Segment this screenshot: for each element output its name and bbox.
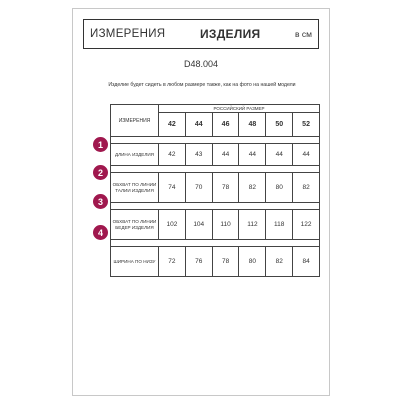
article-number: D48.004 (183, 59, 219, 69)
table-cell: 82 (239, 173, 266, 203)
table-cell: 112 (239, 210, 266, 240)
size-header: 42 (159, 113, 186, 137)
size-table (110, 104, 320, 277)
table-cell: 104 (185, 210, 212, 240)
table-cell: 82 (293, 173, 320, 203)
table-cell: 72 (159, 247, 186, 277)
fit-note: Изделие будет сидеть в любом размере также, как на фото на нашей модели (108, 82, 296, 88)
table-row (111, 144, 320, 166)
size-header: 44 (185, 113, 212, 137)
row-gap (111, 203, 320, 210)
table-cell: 122 (293, 210, 320, 240)
table-cell: 70 (185, 173, 212, 203)
table-cell: 110 (212, 210, 239, 240)
table-cell: 84 (293, 247, 320, 277)
row-gap (111, 137, 320, 144)
table-cell: 80 (266, 173, 293, 203)
measurements-header: ИЗМЕРЕНИЯ (111, 105, 159, 137)
table-cell: 76 (185, 247, 212, 277)
header-item: ИЗДЕЛИЯ (199, 27, 261, 41)
header-measurements: ИЗМЕРЕНИЯ (90, 28, 166, 40)
size-chart-sheet (72, 8, 330, 396)
table-cell: 80 (239, 247, 266, 277)
table-cell: 42 (159, 144, 186, 166)
row-label: ДЛИНА ИЗДЕЛИЯ (111, 144, 159, 166)
table-cell: 44 (239, 144, 266, 166)
table-row (111, 247, 320, 277)
table-row (111, 173, 320, 203)
table-header-row-caption (111, 105, 320, 113)
header-box (83, 19, 319, 49)
table-cell: 44 (293, 144, 320, 166)
measurement-number-badge: 1 (93, 137, 108, 152)
measurement-number-badge: 3 (93, 194, 108, 209)
size-header: 46 (212, 113, 239, 137)
russian-size-caption: РОССИЙСКИЙ РАЗМЕР (159, 105, 320, 113)
size-header: 52 (293, 113, 320, 137)
size-header: 50 (266, 113, 293, 137)
measurement-number-badge: 2 (93, 165, 108, 180)
table-cell: 82 (266, 247, 293, 277)
table-cell: 102 (159, 210, 186, 240)
table-cell: 44 (266, 144, 293, 166)
header-unit: в см (295, 29, 312, 39)
table-cell: 44 (212, 144, 239, 166)
table-cell: 78 (212, 173, 239, 203)
row-gap (111, 166, 320, 173)
table-cell: 74 (159, 173, 186, 203)
table-row (111, 210, 320, 240)
row-label: ОБХВАТ ПО ЛИНИИ ТАЛИИ ИЗДЕЛИЯ (111, 173, 159, 203)
row-label: ОБХВАТ ПО ЛИНИИ БЕДЕР ИЗДЕЛИЯ (111, 210, 159, 240)
table-cell: 43 (185, 144, 212, 166)
row-gap (111, 240, 320, 247)
table-cell: 78 (212, 247, 239, 277)
size-header: 48 (239, 113, 266, 137)
row-label: ШИРИНА ПО НИЗУ (111, 247, 159, 277)
table-cell: 118 (266, 210, 293, 240)
measurement-number-badge: 4 (93, 225, 108, 240)
